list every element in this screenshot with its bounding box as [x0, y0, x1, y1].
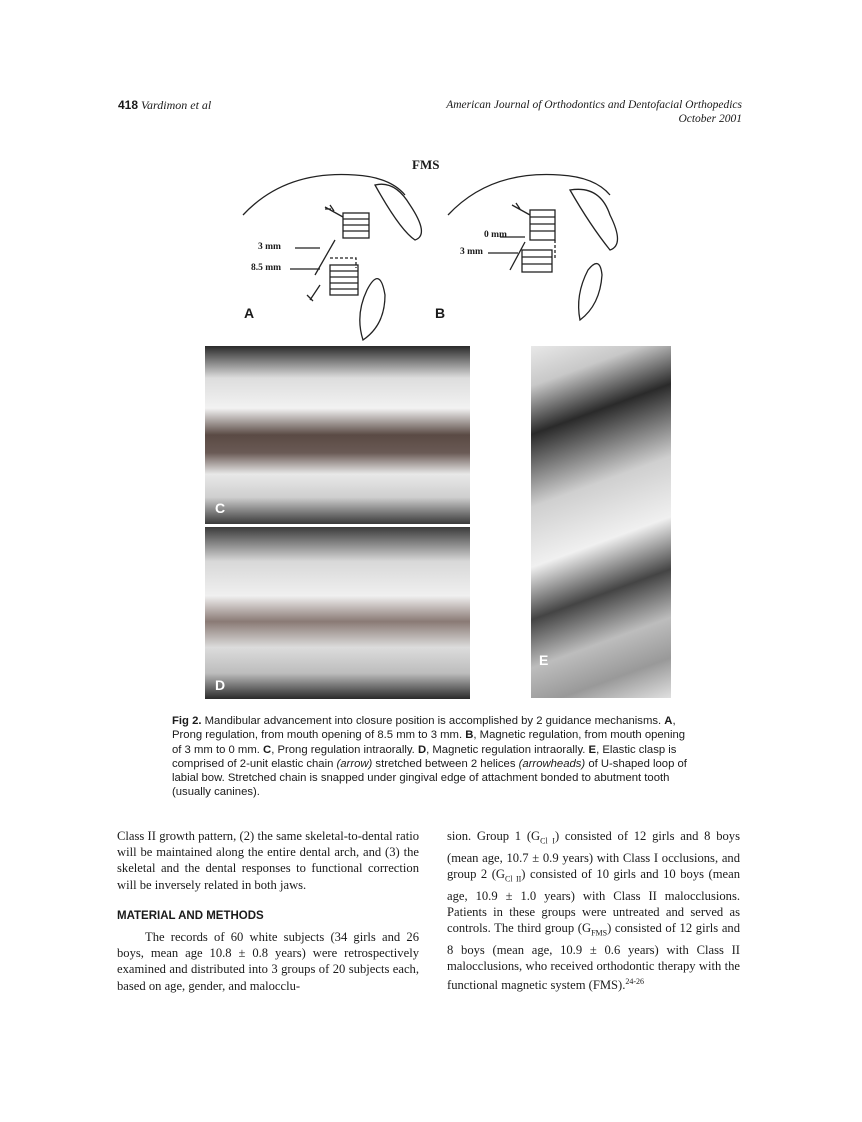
authors: Vardimon et al — [141, 98, 212, 112]
photo-c-prong-intraoral — [205, 346, 470, 524]
panel-b-measure-top: 0 mm — [484, 230, 507, 240]
journal-title: American Journal of Orthodontics and Dentofacial Orthopedics — [446, 99, 742, 111]
text: ) consisted of 12 girls and 8 boys (mean age, 10.9 ± 0.6 years) with Class II malocclusions, who received orthodontic therapy with the functional magnetic system (FMS). — [447, 921, 740, 993]
body-paragraph: The records of 60 white subjects (34 girls and 26 boys, mean age 10.8 ± 0.8 years) were retrospectively examined and distributed into 3 groups of 20 subjects each, based on age, gender, and malocclu- — [117, 930, 419, 993]
text: sion. Group 1 (G — [447, 829, 541, 843]
caption-a-label: A — [664, 715, 673, 727]
running-header-left — [118, 98, 211, 113]
subscript: FMS — [591, 928, 608, 938]
caption-c-label: C — [263, 743, 272, 756]
caption-text: , Prong regulation, from mouth opening of 8.5 mm to 3 mm. — [172, 715, 676, 742]
left-column — [117, 828, 419, 994]
photo-d-label: D — [215, 677, 226, 693]
caption-text: , Prong regulation intraorally. — [271, 743, 418, 756]
caption-text: , Magnetic regulation intraorally. — [426, 743, 589, 756]
panel-a-label: A — [244, 305, 255, 321]
subscript: Cl II — [505, 874, 522, 884]
reference-superscript: 24-26 — [625, 977, 645, 987]
body-paragraph: Class II growth pattern, (2) the same skeletal-to-dental ratio will be maintained along the entire dental arch, and (3) the skeletal and the dental responses to functional correction will be inversely related in both jaws. — [117, 829, 419, 892]
photo-d-magnetic-intraoral — [205, 527, 470, 699]
caption-text: , Elastic clasp is comprised of 2-unit elastic chain — [172, 743, 677, 770]
photo-c-label: C — [215, 500, 226, 516]
caption-d-label: D — [417, 743, 427, 756]
panel-b-measure-bottom: 3 mm — [460, 247, 483, 257]
subscript: Cl I — [540, 836, 555, 846]
panel-b-label: B — [435, 305, 446, 321]
diagram-title: FMS — [412, 157, 440, 172]
caption-fig-label: Fig 2. — [172, 715, 202, 727]
caption-italic: (arrowheads) — [518, 757, 586, 770]
caption-text: of U-shaped loop of labial bow. Stretched chain is snapped under gingival edge of attachment bonded to abutment tooth (usually canines). — [172, 757, 687, 799]
caption-text: stretched between 2 helices — [372, 757, 519, 770]
right-column — [447, 828, 740, 994]
caption-italic: (arrow) — [336, 757, 373, 770]
caption-text: , Magnetic regulation, from mouth opening of 3 mm to 0 mm. — [172, 729, 686, 756]
text: ) consisted of 12 girls and 8 boys (mean age, 10.7 ± 0.9 years) with Class I occlusions, and group 2 (G — [447, 829, 740, 881]
panel-a-measure-bottom: 8.5 mm — [251, 263, 282, 273]
page-number: 418 — [118, 98, 139, 112]
issue-date: October 2001 — [678, 113, 742, 125]
running-header-right — [446, 98, 742, 126]
caption-e-label: E — [588, 743, 597, 756]
section-heading: MATERIAL AND METHODS — [117, 909, 264, 922]
caption-text: Mandibular advancement into closure position is accomplished by 2 guidance mechanisms. — [201, 715, 665, 727]
caption-b-label: B — [465, 729, 474, 742]
figure-caption — [172, 714, 692, 800]
diagram-a — [243, 175, 421, 341]
photo-e-label: E — [539, 652, 549, 668]
panel-a-measure-top: 3 mm — [258, 242, 281, 252]
body-paragraph — [447, 828, 740, 994]
text: ) consisted of 10 girls and 10 boys (mean age, 10.9 ± 1.0 years) with Class II malocclusions. Patients in these groups were untreated and served as controls. The third group (G — [447, 866, 741, 936]
photo-e-elastic-clasp — [531, 346, 671, 698]
